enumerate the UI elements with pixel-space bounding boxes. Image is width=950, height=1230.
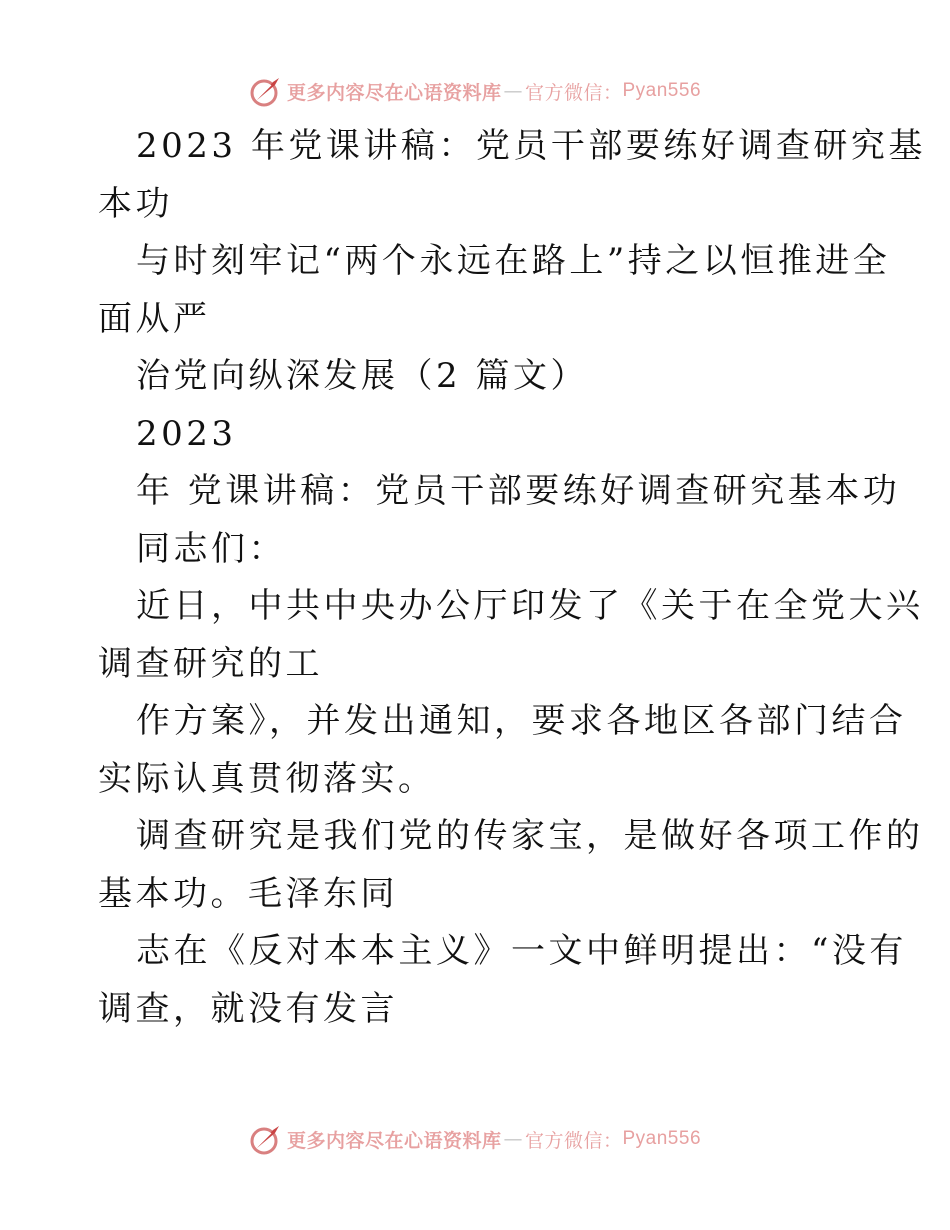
text-line: 作方案》，并发出通知，要求各地区各部门结合	[136, 701, 907, 741]
text-line: 与时刻牢记“两个永远在路上”持之以恒推进全	[136, 241, 891, 281]
text-line: 年 党课讲稿：党员干部要练好调查研究基本功	[136, 471, 901, 511]
watermark-site-text: 更多内容尽在心语资料库	[286, 81, 502, 104]
text-line: 调查，就没有发言	[98, 988, 398, 1029]
text-line: 2023	[136, 413, 237, 454]
header-watermark	[0, 71, 950, 111]
text-line: 近日，中共中央办公厅印发了《关于在全党大兴	[136, 586, 924, 626]
text-line: 同志们：	[136, 528, 286, 569]
watermark-wechat-id: Pyan556	[622, 80, 702, 101]
text-line: 治党向纵深发展（2 篇文）	[136, 356, 588, 396]
quill-logo-icon	[249, 74, 283, 108]
text-line: 志在《反对本本主义》一文中鲜明提出：“没有	[136, 931, 907, 971]
watermark-wechat-label: 官方微信：	[524, 1129, 623, 1152]
watermark-site-text: 更多内容尽在心语资料库	[286, 1129, 502, 1152]
footer-watermark	[0, 1119, 950, 1159]
document-body	[98, 118, 926, 1038]
text-line: 本功	[98, 183, 173, 224]
text-line: 面从严	[98, 298, 211, 339]
text-line: 调查研究是我们党的传家宝，是做好各项工作的	[136, 816, 924, 856]
watermark-wechat-id: Pyan556	[622, 1128, 702, 1149]
watermark-dash: —	[503, 1128, 523, 1150]
watermark-wechat-label: 官方微信：	[524, 81, 623, 104]
text-line: 调查研究的工	[98, 643, 323, 684]
quill-logo-icon	[249, 1122, 283, 1156]
watermark-dash: —	[503, 80, 523, 102]
text-line: 实际认真贯彻落实。	[98, 758, 436, 799]
text-line: 基本功。毛泽东同	[98, 873, 398, 914]
text-line: 2023 年党课讲稿：党员干部要练好调查研究基	[136, 126, 926, 166]
